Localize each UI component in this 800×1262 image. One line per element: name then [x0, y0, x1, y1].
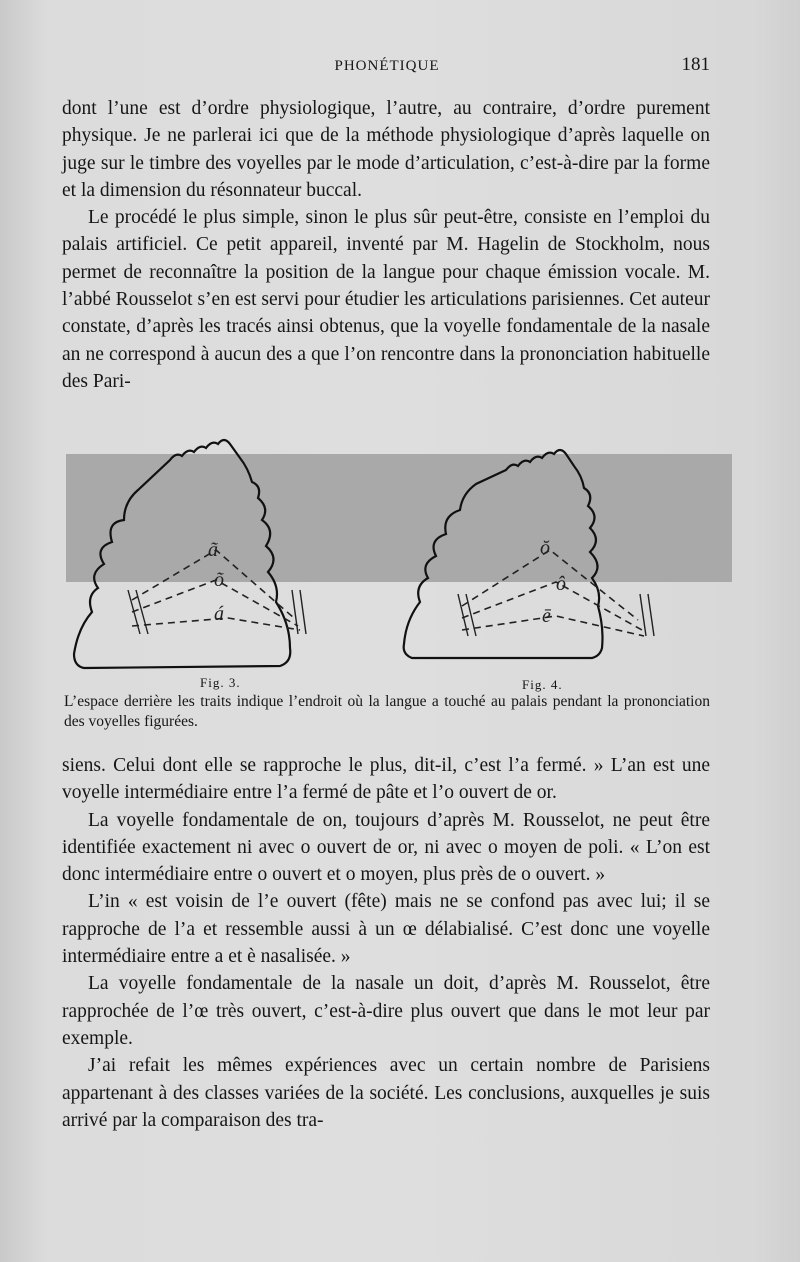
page-number: 181 — [681, 54, 710, 75]
figure-legend: L’espace derrière les traits indique l’endroit où la langue a touché au palais pendant la prononciation des voyelles figurées. — [64, 693, 710, 730]
fig4-label-1: ŏ — [540, 537, 550, 559]
fig4-label-2: ô — [556, 573, 566, 595]
fig4-caption: Fig. 4. — [522, 677, 563, 692]
paragraph: J’ai refait les mêmes expériences avec un certain nombre de Parisiens appartenant à des classes variées de la société. Les conclusions, auxquelles je suis arrivé par la comparaison des tra- — [62, 1055, 710, 1131]
paragraph: La voyelle fondamentale de la nasale un doit, d’après M. Rousselot, être rapprochée de l’œ très ouvert, c’est-à-dire plus ouvert que dans le mot leur par exemple. — [62, 973, 710, 1049]
fig3-label-1: ã — [208, 539, 218, 561]
palate-diagrams — [66, 430, 732, 700]
figure-background-band — [66, 454, 732, 582]
running-title: PHONÉTIQUE — [334, 58, 440, 74]
fig3-label-2: õ — [214, 569, 224, 591]
paragraph: Le procédé le plus simple, sinon le plus sûr peut-être, consiste en l’emploi du palais artificiel. Ce petit appareil, inventé par M. Hagelin de Stockholm, nous permet de reconnaître la position de la langue pour chaque émission vocale. M. l’abbé Rousselot s’en est servi pour étudier les articulations parisiennes. Cet auteur constate, d’après les tracés ainsi obtenus, que la voyelle fondamentale de la nasale an ne correspond à aucun des a que l’on rencontre dans la prononciation habituelle des Pari- — [62, 207, 710, 392]
fig4-lateral-stripes — [458, 594, 654, 636]
page-header — [64, 52, 710, 80]
paragraph: L’in « est voisin de l’e ouvert (fête) mais ne se confond pas avec lui; il se rapproche de l’a et ressemble aussi à un œ délabialisé. C’est donc une voyelle intermédiaire entre a et è nasalisée. » — [62, 891, 710, 968]
fig4-label-3: ē — [542, 605, 551, 627]
fig3-label-3: á — [214, 603, 224, 625]
figure-area — [66, 430, 732, 700]
paragraph: dont l’une est d’ordre physiologique, l’autre, au contraire, d’ordre purement physique. Je ne parlerai ici que de la méthode physiologique d’après laquelle on juge sur le timbre des voyelles par le mode d’articulation, c’est-à-dire par la forme et la dimension du résonnateur buccal. — [62, 98, 710, 201]
paragraph: La voyelle fondamentale de on, toujours d’après M. Rousselot, ne peut être identifiée exactement ni avec o ouvert de or, ni avec o moyen de poli. « L’on est donc intermédiaire entre o ouvert et o moyen, plus près de o ouvert. » — [62, 809, 710, 886]
body-text-bottom — [62, 752, 710, 1134]
fig3-caption: Fig. 3. — [200, 675, 241, 690]
body-text-top — [62, 95, 710, 395]
paragraph: siens. Celui dont elle se rapproche le plus, dit-il, c’est l’a fermé. » L’an est une voyelle intermédiaire entre l’a fermé de pâte et l’o ouvert de or. — [62, 755, 710, 804]
